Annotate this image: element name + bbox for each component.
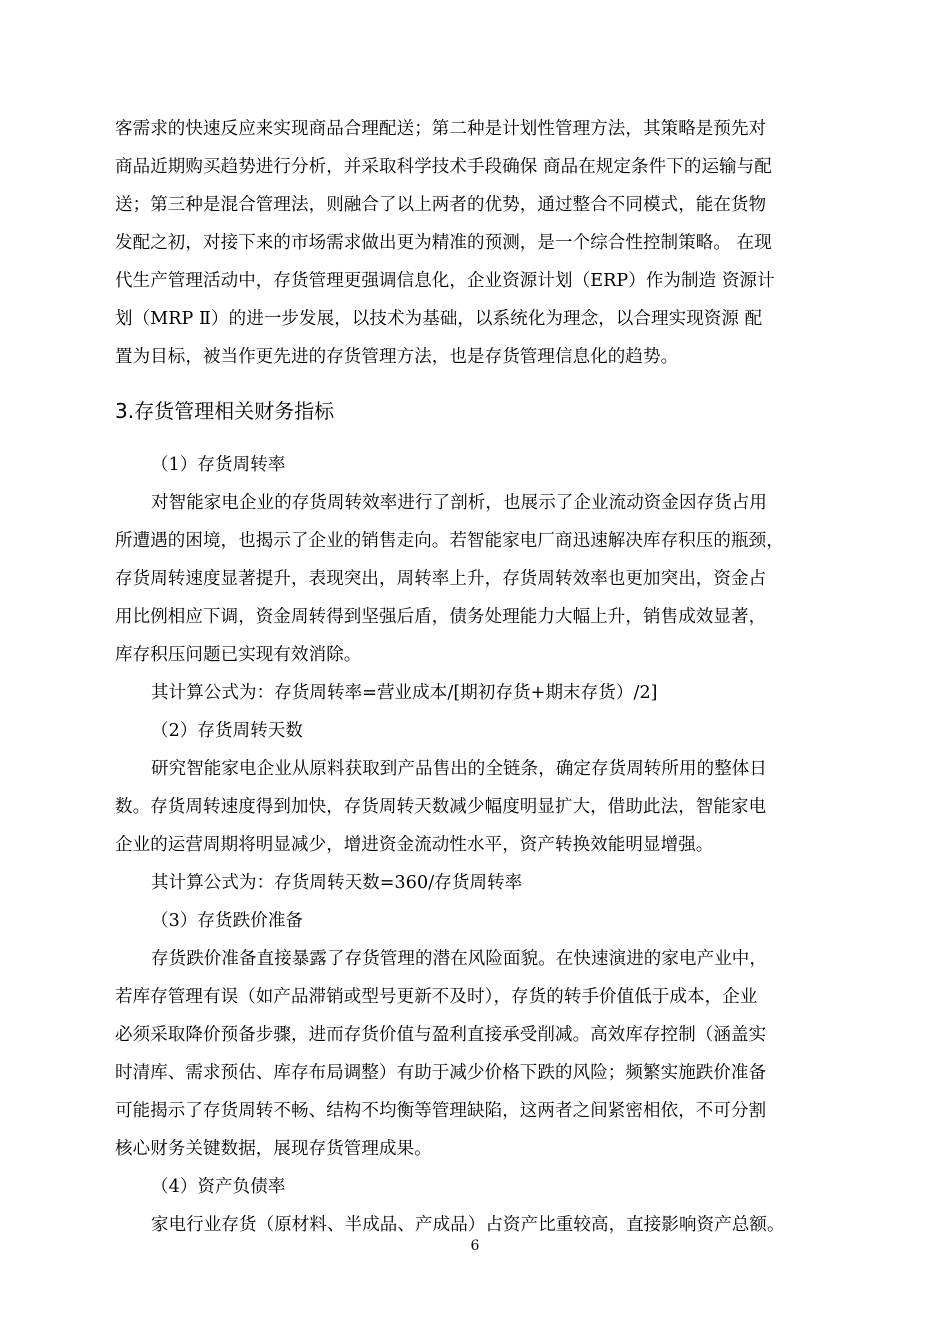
text-line: 用比例相应下调，资金周转得到坚强后盾，债务处理能力大幅上升，销售成效显著， (115, 607, 767, 627)
subheading-inventory-turnover: （1）存货周转率 (151, 455, 286, 475)
intro-paragraph (115, 110, 850, 376)
text-line: 时清库、需求预估、库存布局调整）有助于减少价格下跌的风险；频繁实施跌价准备 (115, 1063, 767, 1083)
subheading-inventory-impairment: （3）存货跌价准备 (151, 911, 304, 931)
text-line: 必须采取降价预备步骤，进而存货价值与盈利直接承受削减。高效库存控制（涵盖实 (115, 1025, 767, 1045)
text-line: 核心财务关键数据，展现存货管理成果。 (115, 1139, 432, 1159)
text-line: 家电行业存货（原材料、半成品、产成品）占资产比重较高，直接影响资产总额。 (151, 1215, 785, 1235)
subheading-inventory-days: （2）存货周转天数 (151, 721, 304, 741)
formula-line: 其计算公式为：存货周转天数=360/存货周转率 (151, 873, 523, 893)
text-line: 商品近期购买趋势进行分析，并采取科学技术手段确保 商品在规定条件下的运输与配 (115, 157, 772, 177)
text-line: 库存积压问题已实现有效消除。 (115, 645, 362, 665)
text-line: 送；第三种是混合管理法，则融合了以上两者的优势，通过整合不同模式，能在货物 (115, 195, 767, 215)
formula-line: 其计算公式为：存货周转率=营业成本/[期初存货+期末存货）/2] (151, 683, 658, 703)
text-line: 企业的运营周期将明显减少，增进资金流动性水平，资产转换效能明显增强。 (115, 835, 714, 855)
text-line: 存货周转速度显著提升，表现突出，周转率上升，存货周转效率也更加突出，资金占 (115, 569, 767, 589)
text-line: 存货跌价准备直接暴露了存货管理的潜在风险面貌。在快速演进的家电产业中， (151, 949, 767, 969)
text-line: 置为目标，被当作更先进的存货管理方法，也是存货管理信息化的趋势。 (115, 347, 679, 367)
text-line: 可能揭示了存货周转不畅、结构不均衡等管理缺陷，这两者之间紧密相依，不可分割 (115, 1101, 767, 1121)
text-line: 划（MRP Ⅱ）的进一步发展，以技术为基础，以系统化为理念，以合理实现资源 配 (115, 309, 763, 329)
text-line: 代生产管理活动中，存货管理更强调信息化，企业资源计划（ERP）作为制造 资源计 (115, 271, 775, 291)
text-line: 数。存货周转速度得到加快，存货周转天数减少幅度明显扩大，借助此法，智能家电 (115, 797, 767, 817)
text-line: 对智能家电企业的存货周转效率进行了剖析，也展示了企业流动资金因存货占用 (151, 493, 767, 513)
text-line: 所遭遇的困境，也揭示了企业的销售走向。若智能家电厂商迅速解决库存积压的瓶颈， (115, 531, 784, 551)
text-line: 若库存管理有误（如产品滞销或型号更新不及时），存货的转手价值低于成本，企业 (115, 987, 758, 1007)
section-heading: 3.存货管理相关财务指标 (115, 399, 335, 423)
text-line: 发配之初，对接下来的市场需求做出更为精准的预测，是一个综合性控制策略。 在现 (115, 233, 772, 253)
page-number: 6 (470, 1238, 480, 1254)
text-line: 客需求的快速反应来实现商品合理配送；第二种是计划性管理方法，其策略是预先对 (115, 119, 767, 139)
text-line: 研究智能家电企业从原料获取到产品售出的全链条，确定存货周转所用的整体日 (151, 759, 767, 779)
section-body (115, 446, 850, 1244)
subheading-debt-ratio: （4）资产负债率 (151, 1177, 286, 1197)
